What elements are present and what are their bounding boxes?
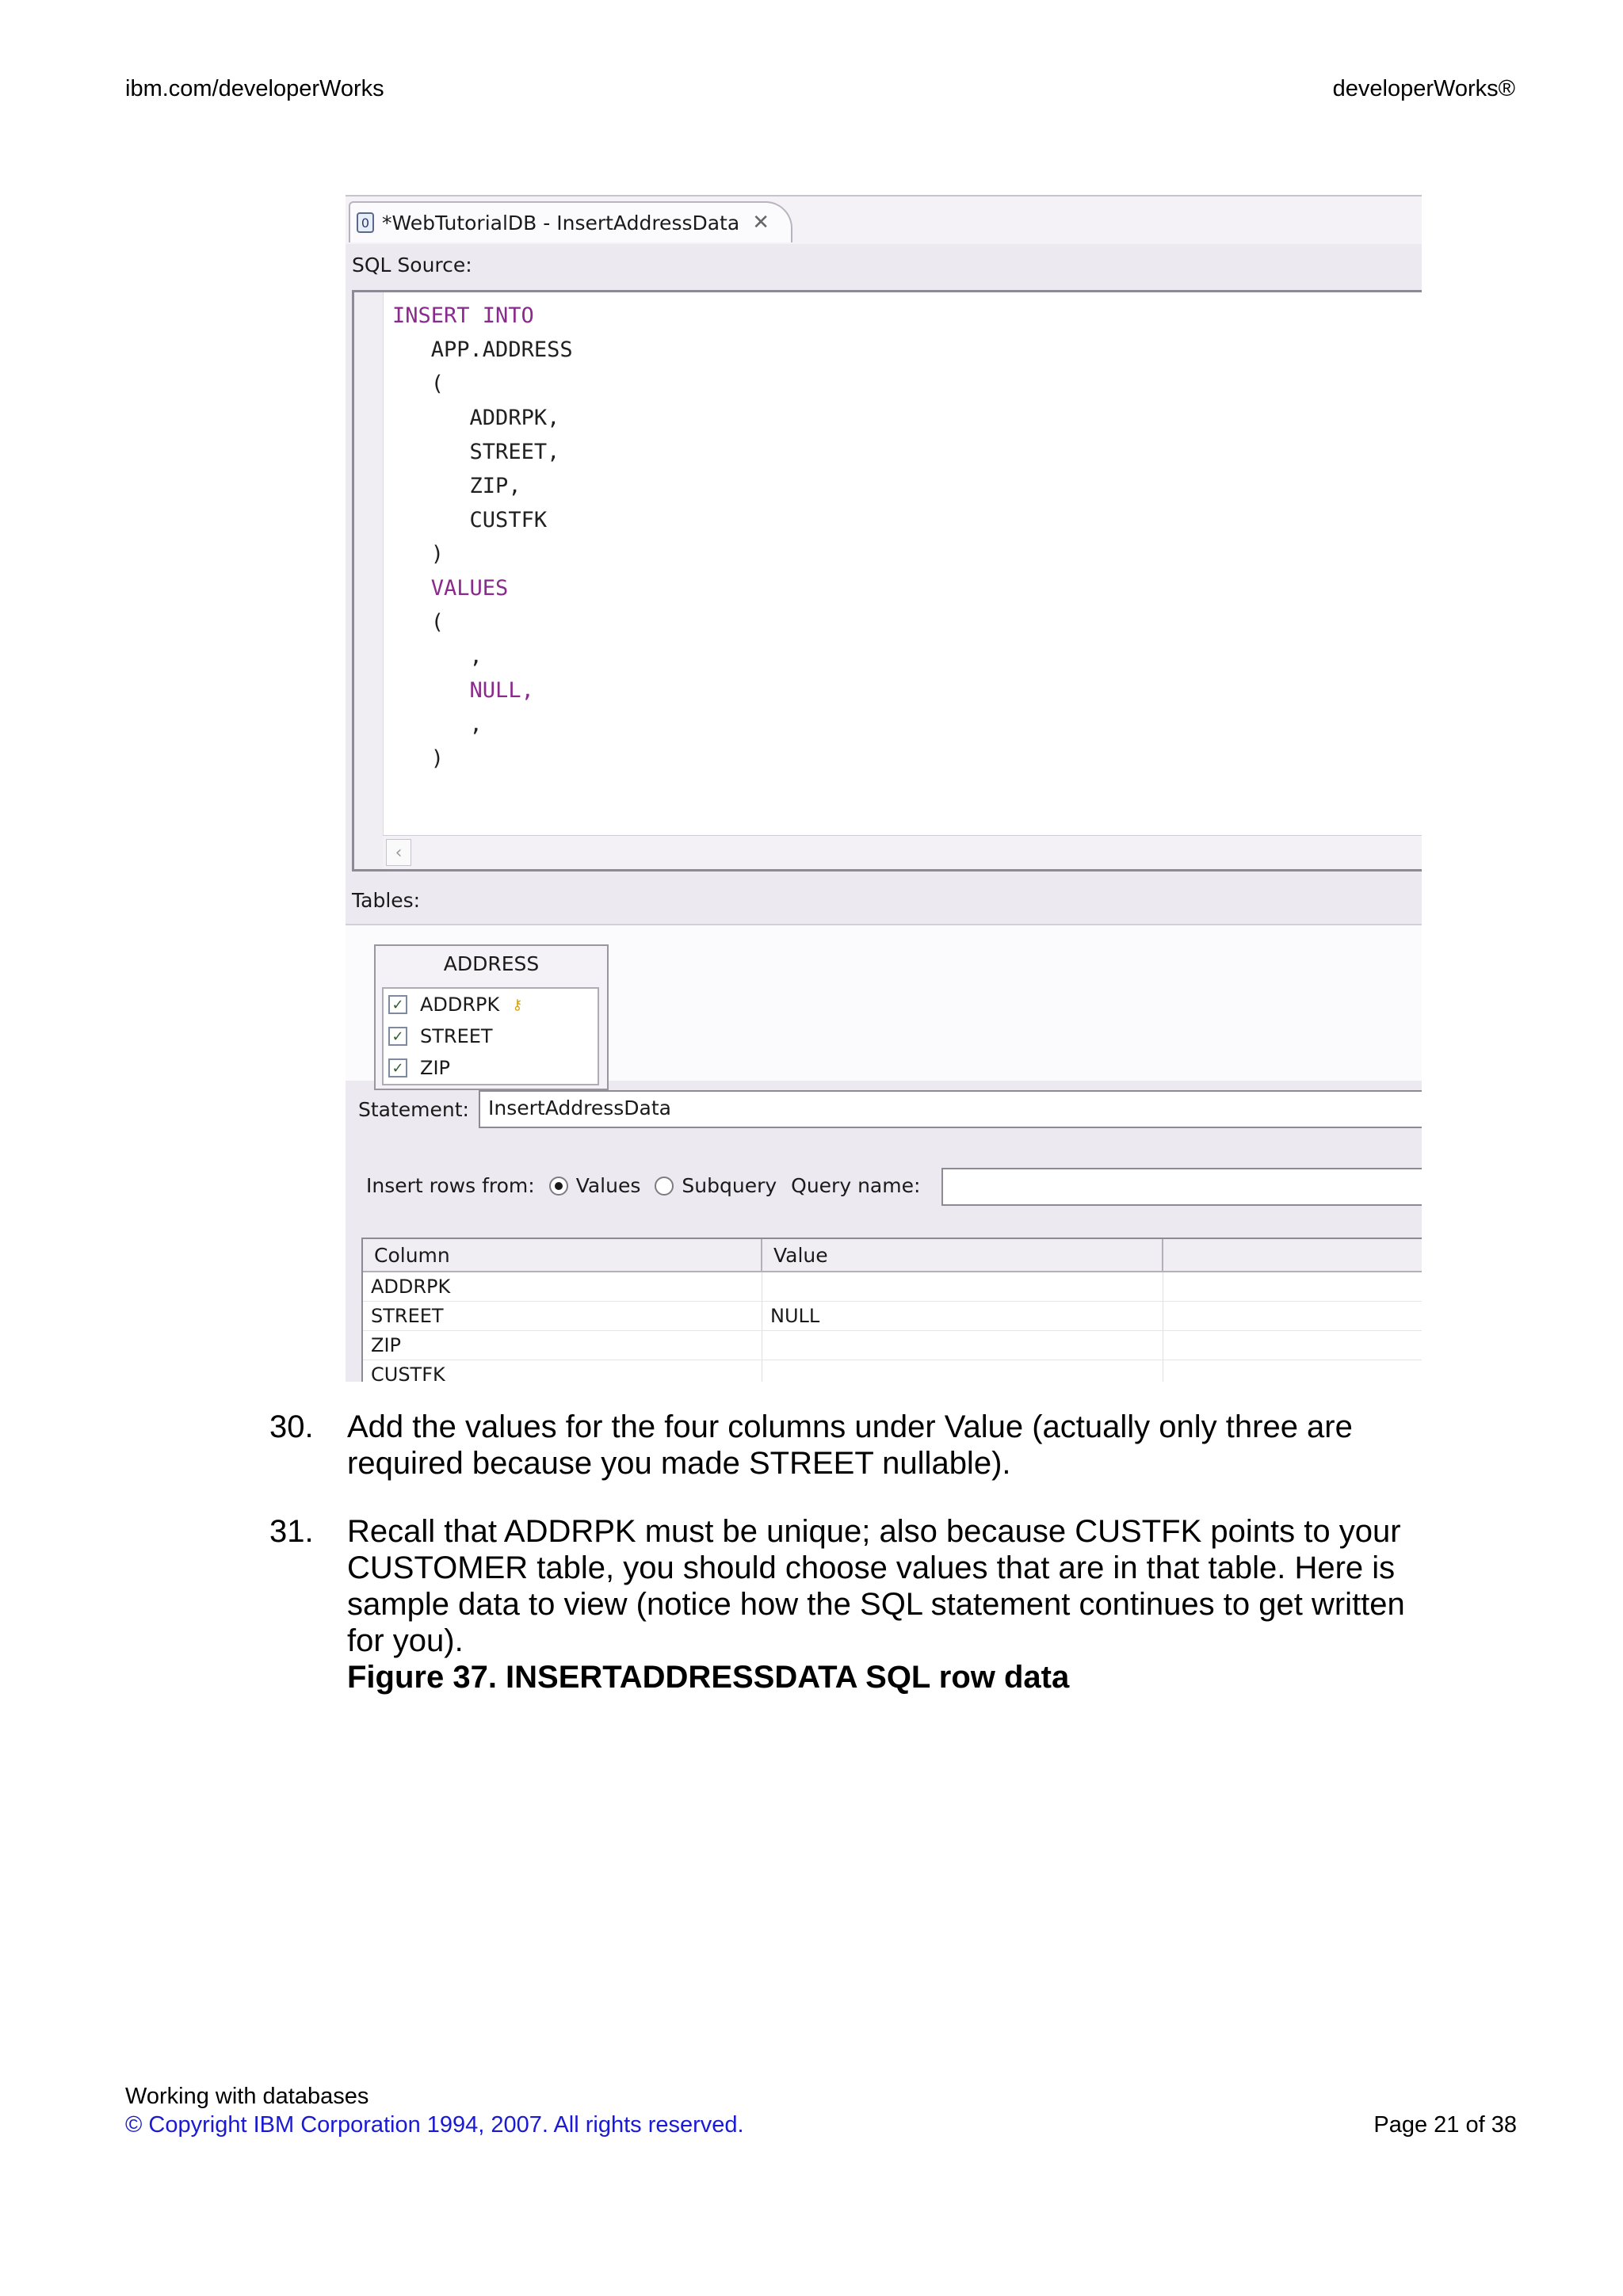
empty-cell	[1163, 1331, 1422, 1360]
column-name: ADDRPK	[420, 994, 500, 1016]
table-column-item[interactable]	[384, 1020, 598, 1052]
sql-line	[392, 367, 573, 401]
grid-header	[363, 1239, 1422, 1272]
header-site-url: ibm.com/developerWorks	[125, 76, 384, 101]
value-cell[interactable]	[762, 1360, 1163, 1382]
ide-screenshot	[346, 195, 1422, 1382]
sql-line	[392, 299, 573, 333]
table-row[interactable]	[363, 1331, 1422, 1360]
subquery-radio-label: Subquery	[682, 1174, 777, 1197]
column-cell: CUSTFK	[363, 1360, 762, 1382]
step-number: 30.	[269, 1409, 314, 1444]
sql-token: ADDRPK,	[469, 406, 560, 430]
sql-token: STREET,	[469, 440, 560, 464]
query-name-label: Query name:	[791, 1174, 921, 1197]
sql-token: (	[430, 372, 445, 396]
sql-editor[interactable]	[352, 290, 1422, 871]
sql-line	[392, 571, 573, 605]
editor-tab-title: *WebTutorialDB - InsertAddressData	[382, 211, 740, 235]
sql-token: )	[430, 542, 445, 566]
column-name: ZIP	[420, 1057, 450, 1079]
values-radio-label: Values	[575, 1174, 641, 1197]
step-body	[347, 1513, 1411, 1695]
sql-indent	[392, 508, 470, 532]
figure-caption: Figure 37. INSERTADDRESSDATA SQL row data	[347, 1660, 1070, 1695]
value-cell[interactable]	[762, 1272, 1163, 1301]
horizontal-scrollbar[interactable]	[383, 835, 1422, 869]
statement-input[interactable]: InsertAddressData	[479, 1090, 1422, 1128]
table-row[interactable]	[363, 1302, 1422, 1331]
primary-key-icon: ⚷	[512, 996, 523, 1013]
sql-indent	[392, 474, 470, 498]
insert-rows-from	[366, 1174, 920, 1197]
grid-header-value[interactable]: Value	[762, 1239, 1163, 1271]
column-checkbox[interactable]: ✓	[388, 1058, 407, 1077]
editor-tab[interactable]	[349, 201, 792, 242]
value-cell[interactable]	[762, 1331, 1163, 1360]
editor-ruler	[354, 292, 384, 869]
grid-header-blank	[1163, 1239, 1422, 1271]
instruction-steps	[269, 1409, 1411, 1727]
statement-label: Statement:	[358, 1098, 469, 1121]
table-box-address[interactable]	[374, 944, 609, 1090]
header-brand: developerWorks®	[1332, 76, 1515, 101]
empty-cell	[1163, 1302, 1422, 1330]
sql-line	[392, 435, 573, 469]
sql-code	[392, 299, 573, 776]
sql-token: ZIP,	[469, 474, 521, 498]
table-column-item[interactable]	[384, 1052, 598, 1084]
empty-cell	[1163, 1360, 1422, 1382]
sql-source-label: SQL Source:	[352, 254, 472, 277]
sql-token: ,	[469, 712, 483, 737]
grid-header-column[interactable]: Column	[363, 1239, 762, 1271]
sql-indent	[392, 746, 431, 771]
sql-keyword: INSERT INTO	[392, 303, 534, 328]
footer-title: Working with databases	[125, 2084, 369, 2109]
step-text: Add the values for the four columns under Value (actually only three are required because you made STREET nullable).	[347, 1409, 1353, 1481]
tables-pane	[346, 924, 1422, 1081]
footer-page-number: Page 21 of 38	[1373, 2112, 1517, 2138]
sql-indent	[392, 644, 470, 669]
step-item	[269, 1409, 1411, 1482]
insert-rows-label: Insert rows from:	[366, 1174, 535, 1197]
sql-line	[392, 673, 573, 707]
value-cell[interactable]: NULL	[762, 1302, 1163, 1330]
editor-tab-bar	[346, 195, 1422, 244]
column-checkbox[interactable]: ✓	[388, 1027, 407, 1046]
sql-line	[392, 401, 573, 435]
column-cell: STREET	[363, 1302, 762, 1330]
table-column-item[interactable]	[384, 989, 598, 1020]
table-row[interactable]	[363, 1360, 1422, 1382]
sql-line	[392, 742, 573, 776]
sql-token: CUSTFK	[469, 508, 548, 532]
step-item	[269, 1513, 1411, 1695]
query-name-input[interactable]	[941, 1168, 1422, 1206]
table-column-list	[382, 987, 599, 1085]
sql-indent	[392, 678, 470, 703]
sql-indent	[392, 338, 431, 362]
sql-line	[392, 639, 573, 673]
column-name: STREET	[420, 1025, 493, 1047]
sql-keyword: NULL,	[469, 678, 534, 703]
sql-indent	[392, 576, 431, 601]
sql-indent	[392, 406, 470, 430]
sql-line	[392, 469, 573, 503]
sql-line	[392, 333, 573, 367]
sql-token: )	[430, 746, 445, 771]
values-radio[interactable]	[549, 1177, 568, 1196]
sql-line	[392, 707, 573, 742]
close-icon[interactable]: ✕	[752, 211, 769, 235]
sql-indent	[392, 372, 431, 396]
column-cell: ADDRPK	[363, 1272, 762, 1301]
scroll-left-icon[interactable]: ‹	[386, 839, 411, 866]
sql-indent	[392, 712, 470, 737]
sql-line	[392, 503, 573, 537]
sql-indent	[392, 542, 431, 566]
empty-cell	[1163, 1272, 1422, 1301]
column-checkbox[interactable]: ✓	[388, 995, 407, 1014]
sql-indent	[392, 610, 431, 635]
sql-token: ,	[469, 644, 483, 669]
column-value-grid	[361, 1238, 1422, 1382]
sql-token: APP.ADDRESS	[430, 338, 573, 362]
footer-copyright[interactable]: © Copyright IBM Corporation 1994, 2007. All rights reserved.	[125, 2112, 744, 2138]
column-cell: ZIP	[363, 1331, 762, 1360]
table-box-title: ADDRESS	[443, 952, 540, 975]
step-text: Recall that ADDRPK must be unique; also because CUSTFK points to your CUSTOMER table, you should choose values that are in that table. Here is sample data to view (notice how the SQL statement continues to get written for you).	[347, 1514, 1405, 1658]
table-row[interactable]	[363, 1272, 1422, 1302]
database-icon: 0	[357, 212, 374, 233]
sql-line	[392, 537, 573, 571]
sql-token: (	[430, 610, 445, 635]
step-number: 31.	[269, 1514, 314, 1549]
sql-keyword: VALUES	[430, 576, 509, 601]
grid-body	[363, 1272, 1422, 1382]
sql-indent	[392, 440, 470, 464]
tables-label: Tables:	[352, 889, 421, 912]
sql-line	[392, 605, 573, 639]
subquery-radio[interactable]	[655, 1177, 674, 1196]
